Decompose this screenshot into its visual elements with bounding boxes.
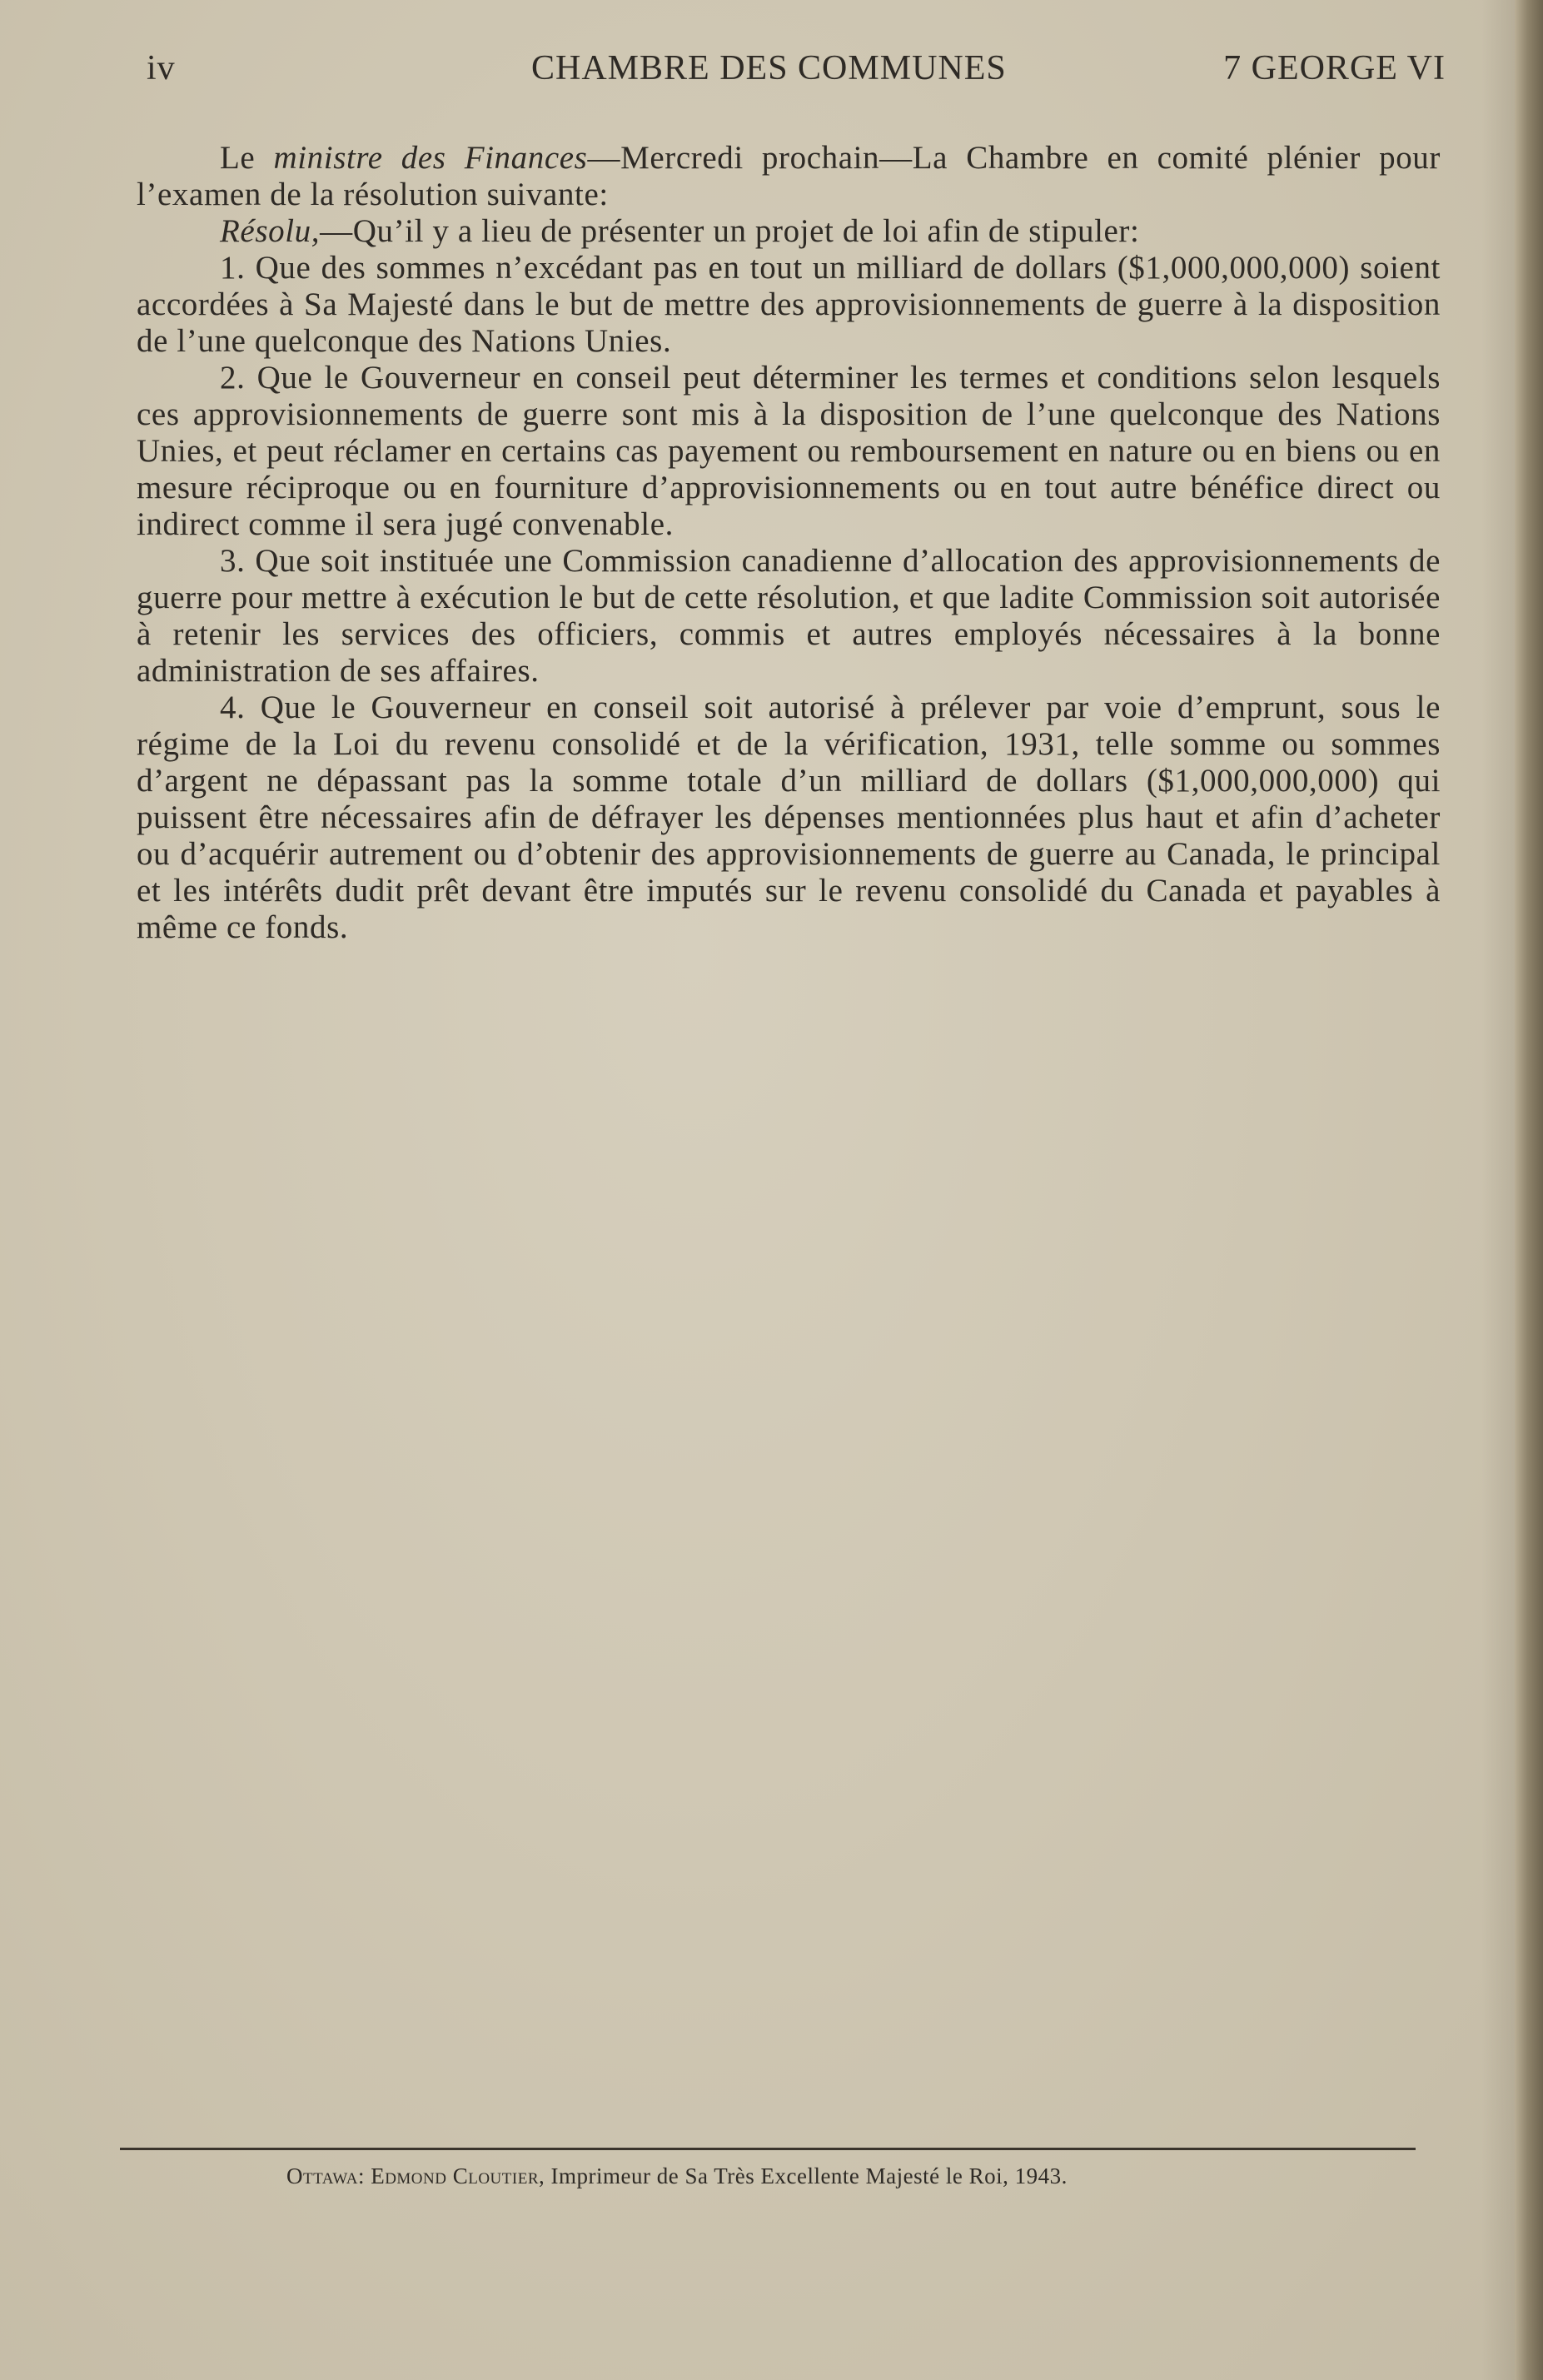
running-header bbox=[147, 48, 1446, 98]
binding-shadow bbox=[1481, 0, 1515, 2380]
imprint-city: Ottawa bbox=[286, 2163, 358, 2188]
resolved-label: Résolu, bbox=[220, 213, 321, 249]
resolved-paragraph bbox=[137, 213, 1441, 250]
intro-paragraph bbox=[137, 140, 1441, 213]
imprint-printer: Edmond Cloutier bbox=[371, 2163, 539, 2188]
intro-prefix: Le bbox=[220, 140, 274, 176]
imprint-rest: , Imprimeur de Sa Très Excellente Majesté le Roi, 1943. bbox=[539, 2163, 1068, 2188]
footer-rule bbox=[120, 2148, 1416, 2150]
clause-2: 2. Que le Gouverneur en conseil peut déterminer les termes et conditions selon lesquels ces approvisionnements de guerre sont mis à la disposition de l’une quelconque des Nations Unies, et peut réclamer en certains cas payement ou remboursement en nature ou en biens ou en mesure réciproque ou en fourniture d’approvisionnements ou en tout autre bénéfice direct ou indirect comme il sera jugé convenable. bbox=[137, 360, 1441, 542]
minister-title: ministre des Finances bbox=[273, 140, 588, 176]
intro-text: —Mercredi prochain—La Chambre en comité plénier pour l’examen de la résolution suivante: bbox=[137, 140, 1441, 212]
page-number: iv bbox=[147, 49, 176, 87]
clause-1: 1. Que des sommes n’excédant pas en tout un milliard de dollars ($1,000,000,000) soient accordées à Sa Majesté dans le but de mettre des approvisionnements de guerre à la disposition de l’une quelconque des Nations Unies. bbox=[137, 250, 1441, 359]
printer-imprint bbox=[286, 2163, 1286, 2189]
notice-of-motion bbox=[137, 140, 1441, 946]
regnal-year: 7 GEORGE VI bbox=[1223, 49, 1446, 87]
imprint-separator: : bbox=[357, 2163, 371, 2188]
clause-4: 4. Que le Gouverneur en conseil soit autorisé à prélever par voie d’emprunt, sous le régime de la Loi du revenu consolidé et de la vérification, 1931, telle somme ou sommes d’argent ne dépassant pas la somme totale d’un milliard de dollars ($1,000,000,000) qui puissent être nécessaires afin de défrayer les dépenses mentionnées plus haut et afin d’acheter ou d’acquérir autrement ou d’obtenir des approvisionnements de guerre au Canada, le principal et les intérêts dudit prêt devant être imputés sur le revenu consolidé du Canada et payables à même ce fonds. bbox=[137, 690, 1441, 945]
clause-3: 3. Que soit instituée une Commission canadienne d’allocation des approvisionnements de guerre pour mettre à exécution le but de cette résolution, et que ladite Commission soit autorisée à retenir les services des officiers, commis et autres employés nécessaires à la bonne administration de ses affaires. bbox=[137, 543, 1441, 689]
resolved-text: —Qu’il y a lieu de présenter un projet de loi afin de stipuler: bbox=[320, 213, 1140, 249]
binding-edge bbox=[1515, 0, 1543, 2380]
running-title: CHAMBRE DES COMMUNES bbox=[531, 49, 1007, 87]
